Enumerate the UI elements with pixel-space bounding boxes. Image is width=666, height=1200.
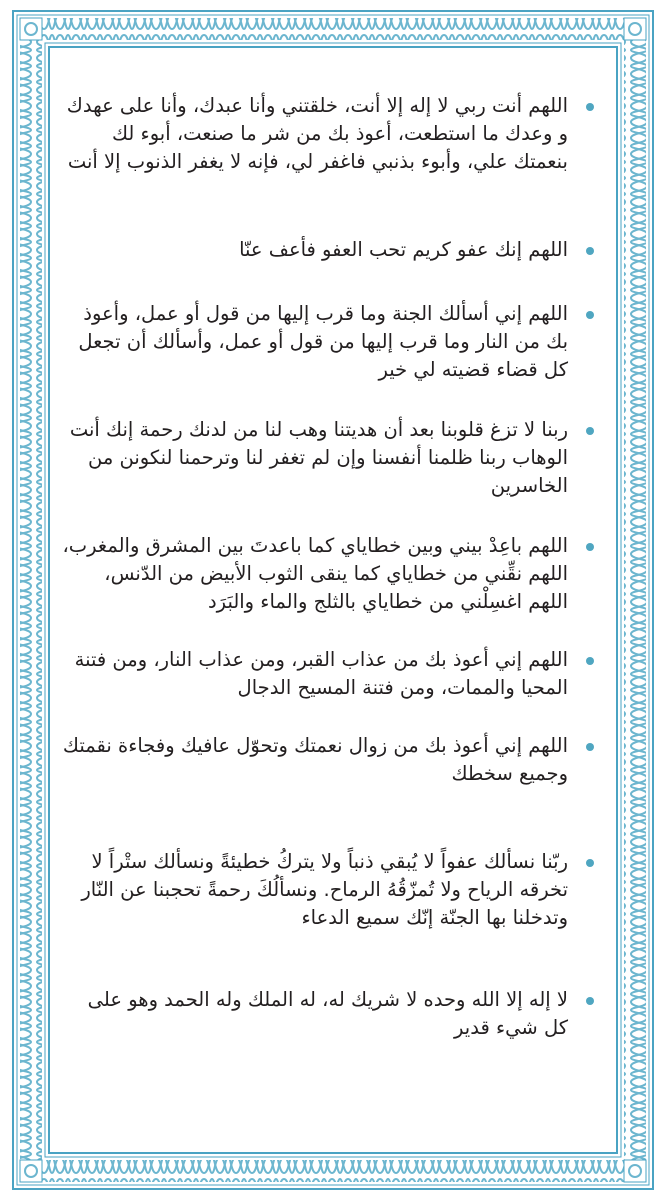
dua-item xyxy=(60,848,598,932)
dua-text: ربّنا نسألك عفواً لا يُبقي ذنباً ولا يتركُ خطيئةً ونسألك ستْراً لا تخرقه الرياح ولا تُمزّقُهُ الرماح. ونسألُكَ رحمةً تحجبنا عن النّار وتدخلنا بها الجنّة إنّك سميع الدعاء xyxy=(81,850,568,929)
dua-text: اللهم باعِدْ بيني وبين خطاياي كما باعدتَ بين المشرق والمغرب، اللهم نقِّني من خطاياي كما ينقى الثوب الأبيض من الدّنس، اللهم اغسِلْني من خطاياي بالثلج والماء والبَرَد xyxy=(62,534,568,613)
bullet-icon xyxy=(586,743,594,751)
dua-list xyxy=(60,92,598,1140)
dua-item xyxy=(60,646,598,702)
dua-item xyxy=(60,532,598,616)
dua-text: ربنا لا تزغ قلوبنا بعد أن هديتنا وهب لنا من لدنك رحمة إنك أنت الوهاب ربنا ظلمنا أنفسنا وإن لم تغفر لنا وترحمنا لنكونن من الخاسرين xyxy=(69,418,568,497)
bullet-icon xyxy=(586,657,594,665)
bullet-icon xyxy=(586,427,594,435)
dua-text: اللهم إني أسألك الجنة وما قرب إليها من قول أو عمل، وأعوذ بك من النار وما قرب إليها من قول أو عمل، وأسألك أن تجعل كل قضاء قضيته لي خير xyxy=(78,302,568,381)
dua-text: اللهم إنك عفو كريم تحب العفو فأعف عنّا xyxy=(239,238,568,261)
bullet-icon xyxy=(586,859,594,867)
dua-item xyxy=(60,236,598,264)
dua-item xyxy=(60,986,598,1042)
bullet-icon xyxy=(586,997,594,1005)
bullet-icon xyxy=(586,247,594,255)
dua-text: اللهم إني أعوذ بك من زوال نعمتك وتحوّل عافيك وفجاءة نقمتك وجميع سخطك xyxy=(62,734,568,785)
bullet-icon xyxy=(586,311,594,319)
dua-item xyxy=(60,300,598,384)
dua-text: اللهم إني أعوذ بك من عذاب القبر، ومن عذاب النار، ومن فتنة المحيا والممات، ومن فتنة المسيح الدجال xyxy=(74,648,568,699)
bullet-icon xyxy=(586,543,594,551)
bullet-icon xyxy=(586,103,594,111)
dua-item xyxy=(60,416,598,500)
dua-text: لا إله إلا الله وحده لا شريك له، له الملك وله الحمد وهو على كل شيء قدير xyxy=(87,988,568,1039)
dua-item xyxy=(60,732,598,788)
dua-item xyxy=(60,92,598,176)
dua-text: اللهم أنت ربي لا إله إلا أنت، خلقتني وأنا عبدك، وأنا على عهدك و وعدك ما استطعت، أعوذ بك من شر ما صنعت، أبوء لك بنعمتك علي، وأبوء بذنبي فاغفر لي، فإنه لا يغفر الذنوب إلا أنت xyxy=(66,94,568,173)
